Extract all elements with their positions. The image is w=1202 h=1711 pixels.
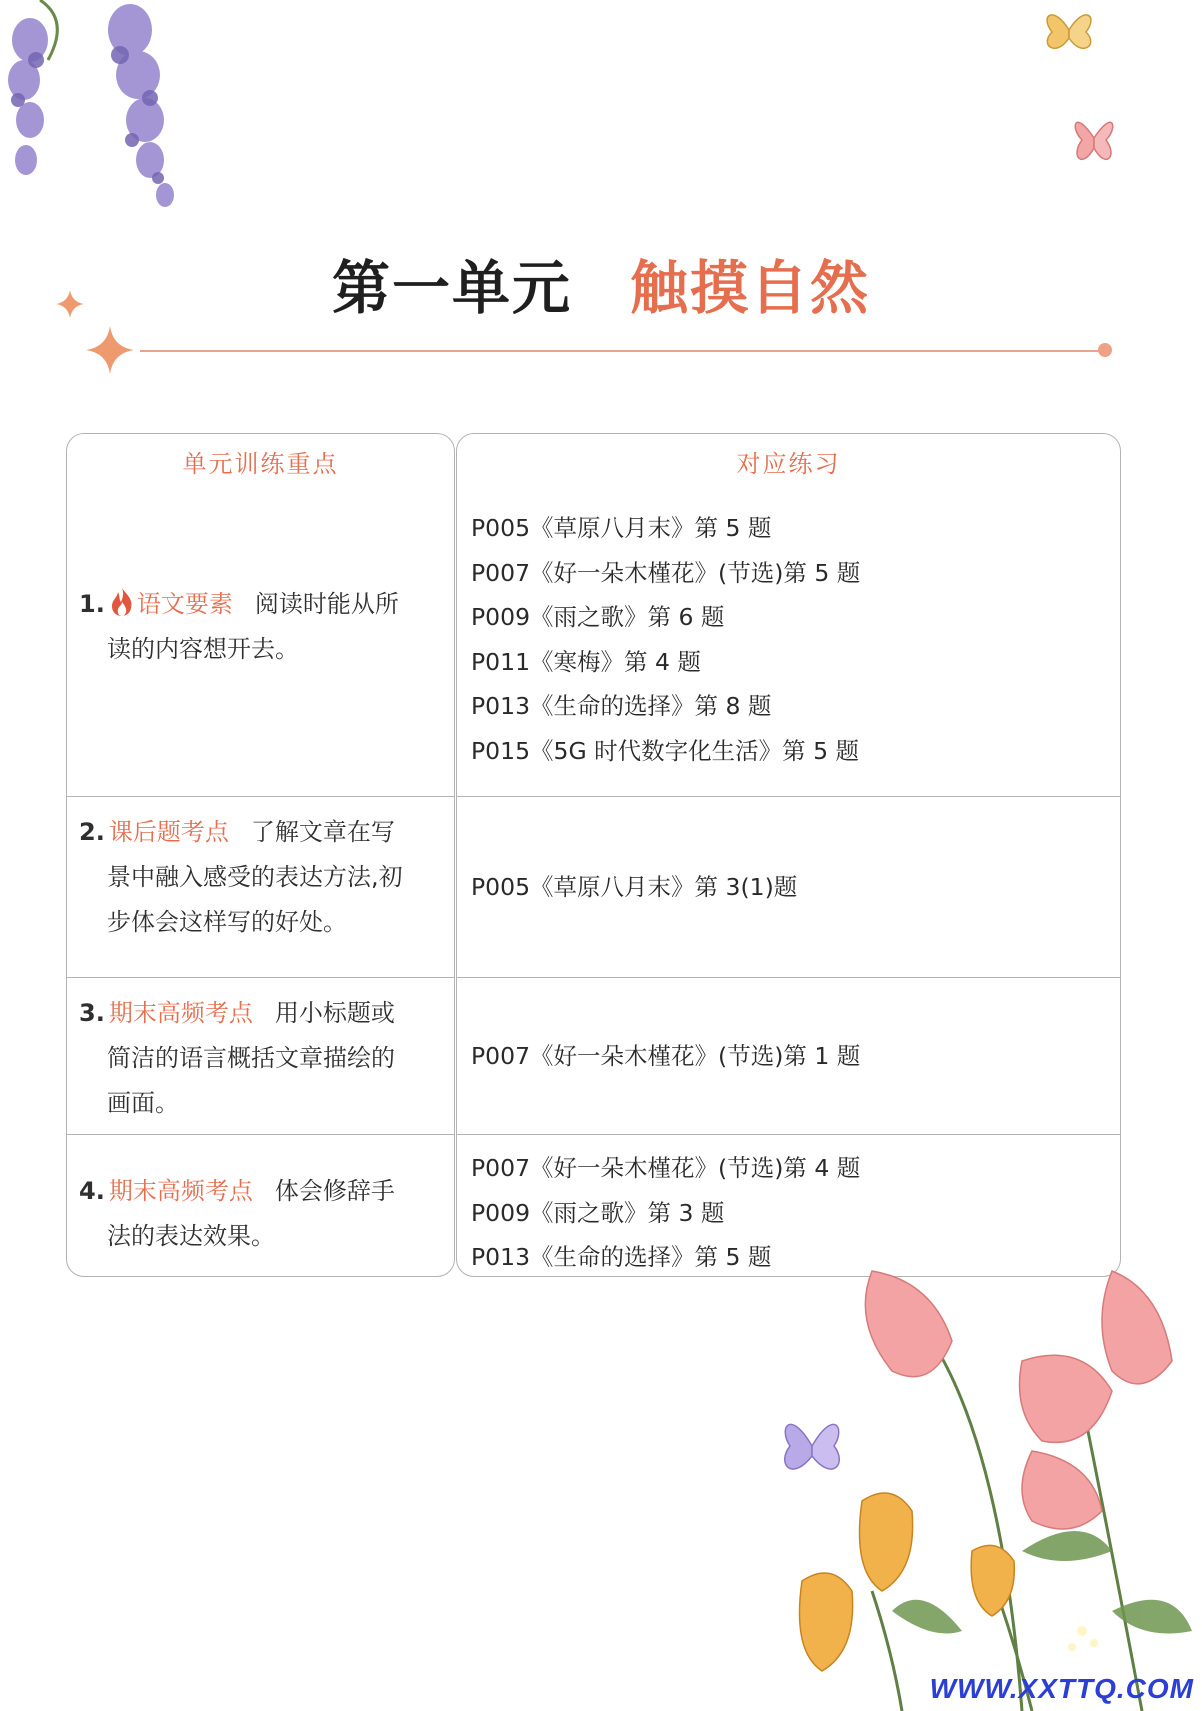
flower-illustration xyxy=(782,1251,1202,1711)
exercise-item: P007《好一朵木槿花》(节选)第 5 题 xyxy=(471,558,861,587)
unit-title: 第一单元 xyxy=(331,254,572,322)
point-text: 用小标题或 xyxy=(274,999,395,1027)
point-text-continued: 景中融入感受的表达方法,初 xyxy=(107,863,403,891)
exercise-item: P005《草原八月末》第 5 题 xyxy=(471,514,772,542)
point-text: 阅读时能从所 xyxy=(254,590,399,618)
exercise-item: P011《寒梅》第 4 题 xyxy=(471,647,701,676)
row-divider xyxy=(457,796,1120,797)
point-number: 4. xyxy=(79,1177,105,1205)
exercise-item: P013《生命的选择》第 5 题 xyxy=(471,1243,772,1271)
fire-icon xyxy=(109,587,135,617)
unit-theme: 触摸自然 xyxy=(630,254,871,322)
point-number: 2. xyxy=(79,818,105,846)
point-number: 3. xyxy=(79,999,105,1027)
point-text: 了解文章在写 xyxy=(250,818,395,846)
title-divider xyxy=(140,350,1100,352)
column-header-training: 单元训练重点 xyxy=(182,450,339,478)
row-divider xyxy=(457,1134,1120,1135)
page-title xyxy=(0,250,1202,326)
exercises-column xyxy=(456,433,1121,1277)
sparkle-icon xyxy=(56,290,84,318)
training-point-1 xyxy=(79,582,449,672)
training-point-3 xyxy=(79,991,449,1126)
point-text-continued: 法的表达效果。 xyxy=(107,1222,275,1250)
exercise-item: P007《好一朵木槿花》(节选)第 1 题 xyxy=(471,1042,861,1070)
point-tag: 期末高频考点 xyxy=(108,1177,253,1205)
watermark: WWW.XXTTQ.COM xyxy=(929,1673,1194,1704)
point-text-continued: 简洁的语言概括文章描绘的 xyxy=(107,1044,395,1072)
point-tag: 语文要素 xyxy=(136,590,233,618)
exercise-item: P007《好一朵木槿花》(节选)第 4 题 xyxy=(471,1154,861,1182)
row-divider xyxy=(457,977,1120,978)
butterfly-icon xyxy=(1068,98,1120,176)
butterfly-icon xyxy=(1034,0,1104,60)
exercise-item: P015《5G 时代数字化生活》第 5 题 xyxy=(471,736,860,765)
row-divider xyxy=(67,977,454,978)
exercise-item: P005《草原八月末》第 3(1)题 xyxy=(471,873,798,901)
exercise-item: P009《雨之歌》第 6 题 xyxy=(471,603,725,631)
row-divider xyxy=(67,1134,454,1135)
point-text-continued: 步体会这样写的好处。 xyxy=(107,908,347,936)
exercise-list xyxy=(471,865,1111,910)
exercise-list xyxy=(471,506,1111,773)
point-tag: 期末高频考点 xyxy=(108,999,253,1027)
row-divider xyxy=(67,796,454,797)
point-tag: 课后题考点 xyxy=(108,818,229,846)
point-text-continued: 画面。 xyxy=(107,1089,179,1117)
sparkle-icon xyxy=(86,326,134,374)
point-text-continued: 读的内容想开去。 xyxy=(107,635,299,663)
training-point-2 xyxy=(79,810,449,945)
training-points-column xyxy=(66,433,455,1277)
exercise-list xyxy=(471,1034,1111,1079)
title-divider-dot xyxy=(1098,343,1112,357)
wisteria-illustration xyxy=(0,0,220,220)
point-number: 1. xyxy=(79,590,105,618)
exercise-item: P013《生命的选择》第 8 题 xyxy=(471,692,772,720)
exercise-item: P009《雨之歌》第 3 题 xyxy=(471,1198,725,1227)
point-text: 体会修辞手 xyxy=(274,1177,395,1205)
training-point-4 xyxy=(79,1169,449,1259)
column-header-exercises: 对应练习 xyxy=(736,450,841,478)
